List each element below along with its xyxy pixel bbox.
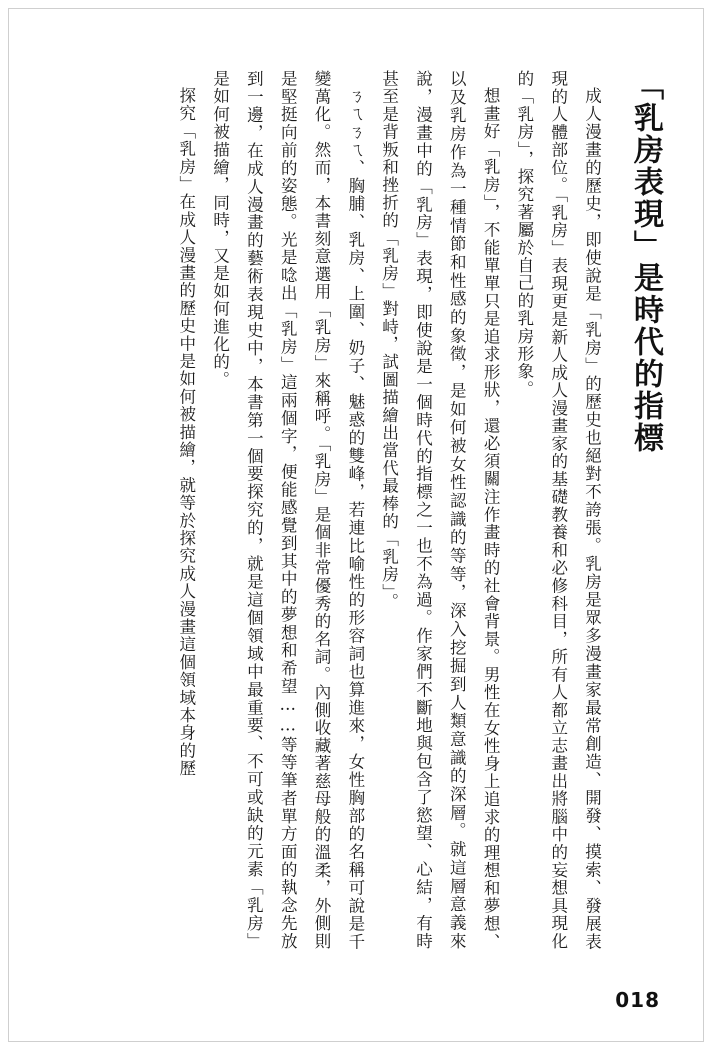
- paragraph: 成人漫畫的歷史，即使說是「乳房」的歷史也絕對不誇張。乳房是眾多漫畫家最常創造、開發、摸索、發展表現的人體部位。「乳房」表現更是新人成人漫畫家的基礎教養和必修科目，所有人都立志畫出將腦中的妄想具現化的「乳房」，探究著屬於自己的乳房形象。: [514, 70, 602, 950]
- body-text: [169, 70, 609, 950]
- page-content: [40, 70, 670, 970]
- paragraph: 想畫好「乳房」，不能單單只是追求形狀，還必須關注作畫時的社會背景。男性在女性身上追求的理想和夢想、以及乳房作為一種情節和性感的象徵，是如何被女性認識的等等，深入挖掘到人類意識的深層。就這層意義來說，漫畫中的「乳房」表現，即使說是一個時代的指標之一也不為過。作家們不斷地與包含了慾望、心結，有時甚至是背叛和挫折的「乳房」對峙，試圖描繪出當代最棒的「乳房」。: [379, 70, 501, 950]
- page-number: 018: [615, 988, 660, 1012]
- page-title: 「乳房表現」是時代的指標: [628, 70, 663, 454]
- paragraph: 探究「乳房」在成人漫畫的歷史中是如何被描繪，就等於探究成人漫畫這個領域本身的歷: [176, 86, 196, 777]
- paragraph: ㄋㄟㄋㄟ、胸脯、乳房、上圍、奶子、魅惑的雙峰，若連比喻性的形容詞也算進來，女性胸部的名稱可說是千變萬化。然而，本書刻意選用「乳房」來稱呼。「乳房」是個非常優秀的名詞。內側收藏著慈母般的溫柔，外側則是堅挺向前的姿態。光是唸出「乳房」這兩個字，便能感覺到其中的夢想和希望……等等筆者單方面的執念先放到一邊，在成人漫畫的藝術表現史中，本書第一個要探究的，就是這個領域中最重要、不可或缺的元素「乳房」是如何被描繪，同時，又是如何進化的。: [210, 70, 365, 950]
